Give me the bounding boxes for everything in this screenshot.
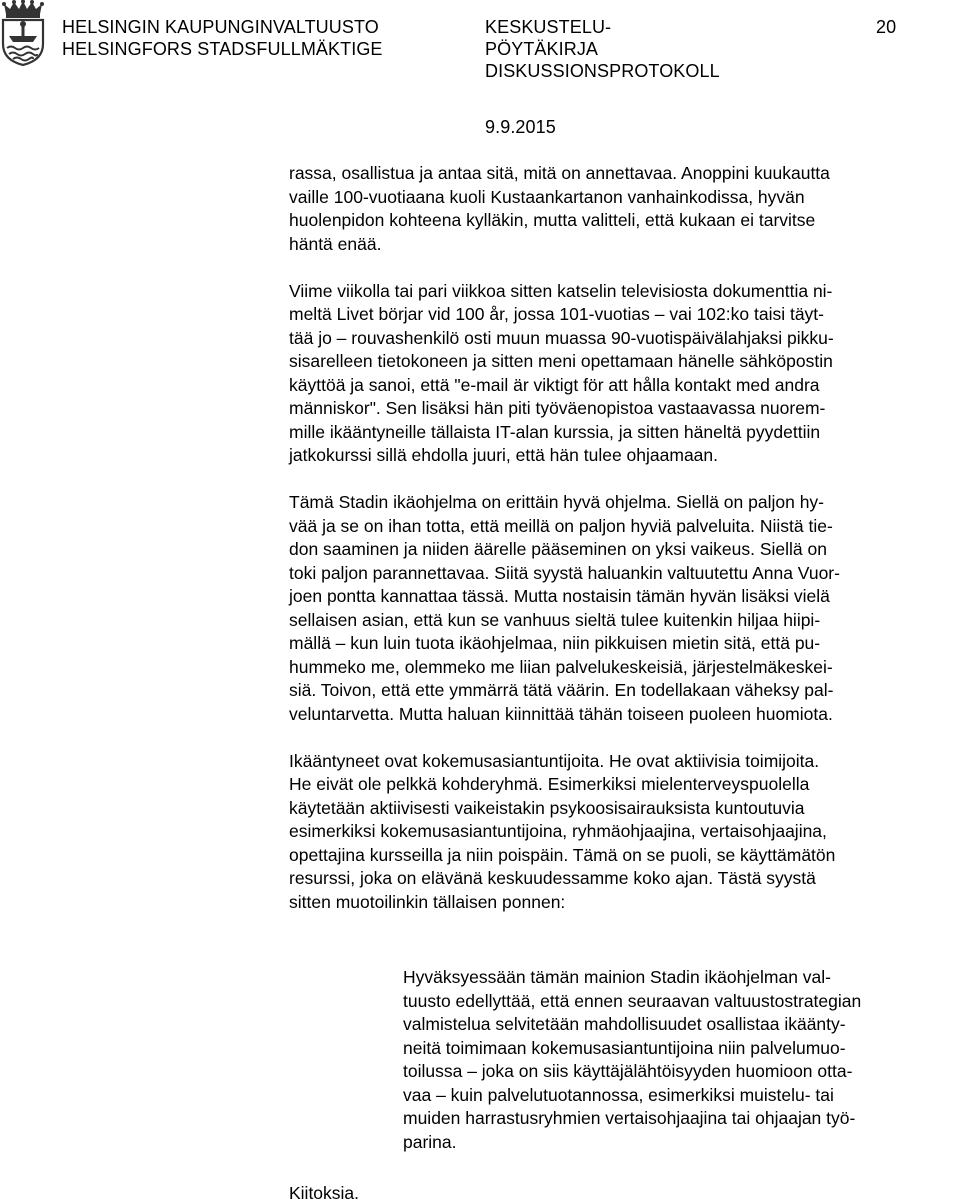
- document-type-fi-line2: PÖYTÄKIRJA: [485, 39, 599, 59]
- speech-body: [289, 162, 949, 914]
- page-number: 20: [876, 17, 897, 37]
- document-type-sv: DISKUSSIONSPROTOKOLL: [485, 61, 720, 81]
- helsinki-coat-of-arms-icon: [0, 0, 46, 66]
- organization-name-fi: HELSINGIN KAUPUNGINVALTUUSTO: [62, 17, 379, 37]
- paragraph: Tämä Stadin ikäohjelma on erittäin hyvä ohjelma. Siellä on paljon hy- vää ja se on ihan totta, että meillä on paljon hyviä palveluita. Niistä tie- don saaminen ja niiden äärelle pääseminen on yksi vaikeus. Siellä on toki paljon parannettavaa. Siitä syystä haluankin valtuutettu Anna Vuor- joen pontta kannattaa tässä. Mutta nostaisin tämän hyvän lisäksi vielä sellaisen asian, että kun se vanhuus sieltä tulee kuitenkin hiljaa hiipi- mällä – kun luin tuota ikäohjelmaa, niin pikkuisen mietin sitä, että pu- hummeko me, olemmeko me liian palvelukeskeisiä, järjestelmäkeskei- siä. Toivon, että ette ymmärrä tätä väärin. En todellakaan väheksy pal- veluntarvetta. Mutta haluan kiinnittää tähän toiseen puoleen huomiota.: [289, 492, 840, 724]
- meeting-date: 9.9.2015: [485, 117, 556, 137]
- motion-text: Hyväksyessään tämän mainion Stadin ikäohjelman val- tuusto edellyttää, että ennen seuraavan valtuustostrategian valmistelua selvitetään mahdollisuudet osallistaa ikäänty- neitä toimimaan kokemusasiantuntijoina niin palvelumuo- toilussa – joka on siis käyttäjälähtöisyyden huomioon otta- vaa – kuin palvelutuotannossa, esimerkiksi muistelu- tai muiden harrastusryhmien vertaisohjaajina tai ohjaajan työ- parina.: [403, 967, 862, 1152]
- header-document-type: [485, 16, 720, 82]
- paragraph: rassa, osallistua ja antaa sitä, mitä on annettavaa. Anoppini kuukautta vaille 100-vuotiaana kuoli Kustaankartanon vanhainkodissa, hyvän huolenpidon kohteena kylläkin, mutta valitteli, että kukaan ei tarvitse häntä enää.: [289, 163, 830, 254]
- paragraph: Ikääntyneet ovat kokemusasiantuntijoita. He ovat aktiivisia toimijoita. He eivät ole pelkkä kohderyhmä. Esimerkiksi mielenterveyspuolella käytetään aktiivisesti vaikeistakin psykoosisairauksista kuntoutuvia esimerkiksi kokemusasiantuntijoina, ryhmäohjaajina, vertaisohjaajina, opettajina kursseilla ja niin poispäin. Tämä on se puoli, se käyttämätön resurssi, joka on elävänä keskuudessamme koko ajan. Tästä syystä sitten muotoilinkin tällaisen ponnen:: [289, 750, 836, 912]
- header-organization: [62, 16, 383, 60]
- organization-name-sv: HELSINGFORS STADSFULLMÄKTIGE: [62, 39, 383, 59]
- document-type-fi-line1: KESKUSTELU-: [485, 17, 612, 37]
- paragraph: Viime viikolla tai pari viikkoa sitten katselin televisiosta dokumenttia ni- meltä Livet börjar vid 100 år, jossa 101-vuotias – vai 102:ko taisi täyt- tää jo – rouvashenkilö osti muun muassa 90-vuotispäivälahjaksi pikku- sisarelleen tietokoneen ja sitten meni opettamaan hänelle sähköpostin käyttöä ja sanoi, että "e-mail är viktigt för att hålla kontakt med andra människor". Sen lisäksi hän piti työväenopistoa vastaavassa nuorem- mille ikääntyneille tällaista IT-alan kurssia, ja sitten häneltä pyydettiin jatkokurssi sillä ehdolla juuri, että hän tulee ohjaamaan.: [289, 280, 834, 465]
- closing-remark: Kiitoksia.: [289, 1183, 360, 1203]
